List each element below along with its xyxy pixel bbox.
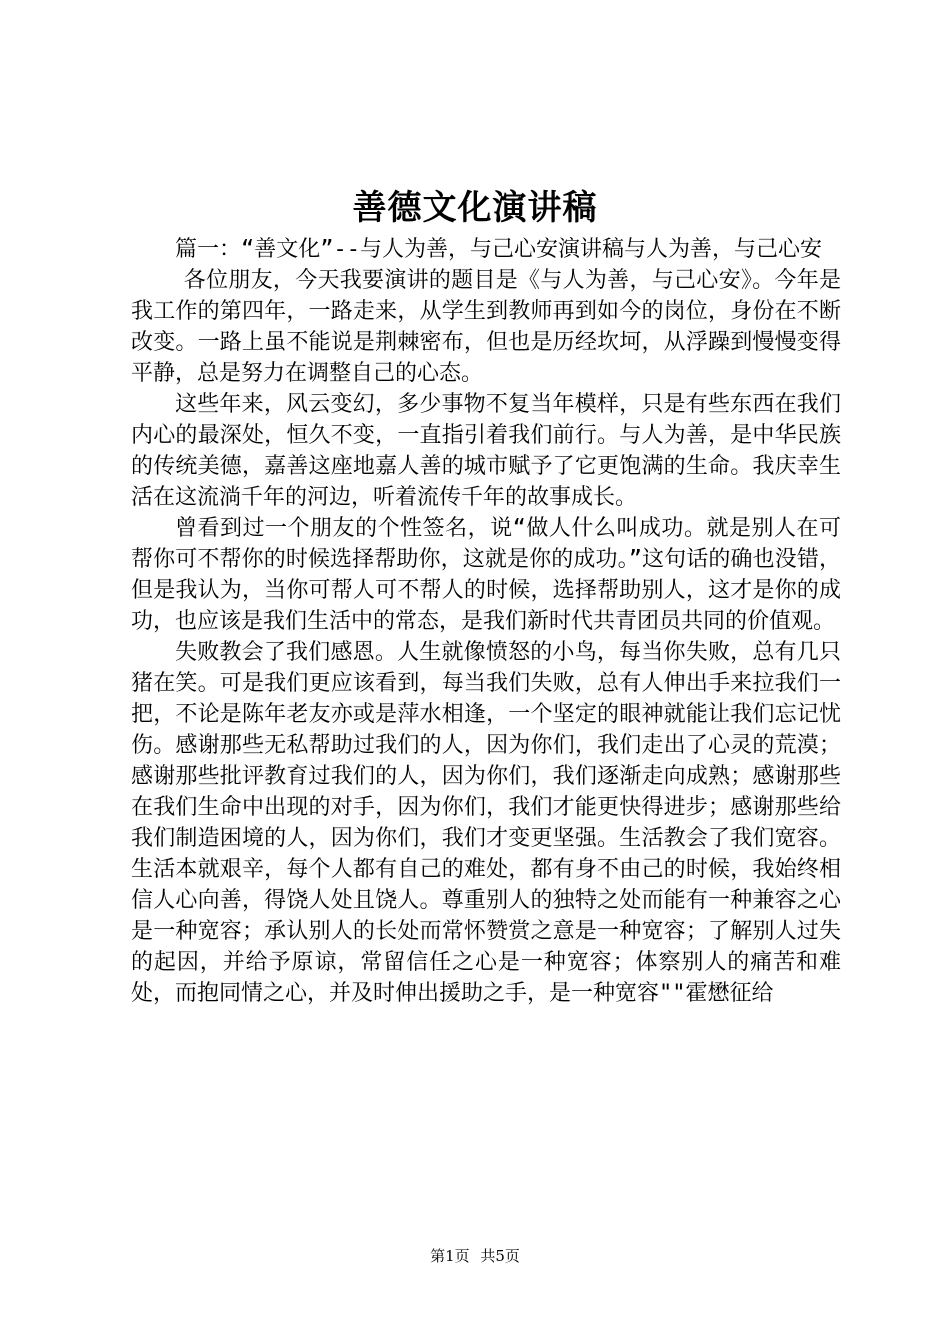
document-title: 善德文化演讲稿	[352, 188, 598, 228]
paragraph-3: 这些年来，风云变幻，多少事物不复当年模样，只是有些东西在我们内心的最深处，恒久不变，一直指引着我们前行。与人为善，是中华民族的传统美德，嘉善这座地嘉人善的城市赋予了它更饱满的生命。我庆幸生活在这流淌千年的河边，听着流传千年的故事成长。	[131, 392, 841, 510]
paragraph-5: 失败教会了我们感恩。人生就像愤怒的小鸟，每当你失败，总有几只猪在笑。可是我们更应该看到，每当我们失败，总有人伸出手来拉我们一把，不论是陈年老友亦或是萍水相逢，一个坚定的眼神就能让我们忘记忧伤。感谢那些无私帮助过我们的人，因为你们，我们走出了心灵的荒漠；感谢那些批评教育过我们的人，因为你们，我们逐渐走向成熟；感谢那些在我们生命中出现的对手，因为你们，我们才能更快得进步；感谢那些给我们制造困境的人，因为你们，我们才变更坚强。生活教会了我们宽容。生活本就艰辛，每个人都有自己的难处，都有身不由己的时候，我始终相信人心向善，得饶人处且饶人。尊重别人的独特之处而能有一种兼容之心是一种宽容；承认别人的长处而常怀赞赏之意是一种宽容；了解别人过失的起因，并给予原谅，常留信任之心是一种宽容；体察别人的痛苦和难处，而抱同情之心，并及时伸出援助之手，是一种宽容""霍懋征给	[131, 640, 841, 1006]
document-body	[131, 234, 841, 1009]
page-footer	[0, 1246, 950, 1266]
page-total: 共5页	[480, 1247, 520, 1265]
paragraph-4: 曾看到过一个朋友的个性签名，说“做人什么叫成功。就是别人在可帮你可不帮你的时候选择帮助你，这就是你的成功。”这句话的确也没错，但是我认为，当你可帮人可不帮人的时候，选择帮助别人，这才是你的成功，也应该是我们生活中的常态，是我们新时代共青团员共同的价值观。	[131, 516, 841, 634]
page-number: 第1页	[430, 1247, 470, 1265]
paragraph-2: 各位朋友，今天我要演讲的题目是《与人为善，与己心安》。今年是我工作的第四年，一路走来，从学生到教师再到如今的岗位，身份在不断改变。一路上虽不能说是荆棘密布，但也是历经坎坷，从浮躁到慢慢变得平静，总是努力在调整自己的心态。	[131, 268, 841, 386]
paragraph-1: 篇一：“善文化”--与人为善，与己心安演讲稿与人为善，与己心安	[175, 237, 822, 262]
